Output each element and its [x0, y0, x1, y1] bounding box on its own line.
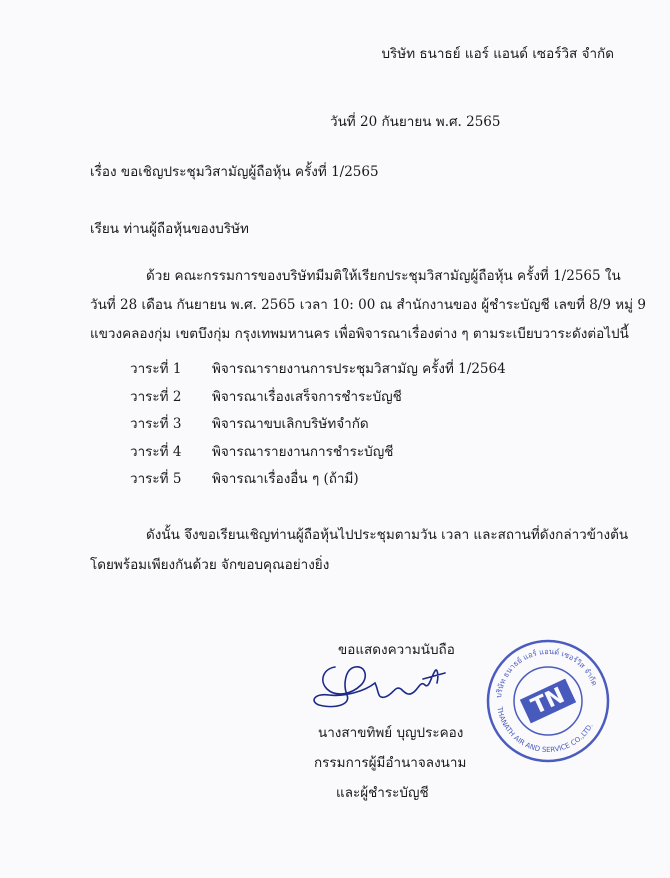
letter-subject: เรื่อง ขอเชิญประชุมวิสามัญผู้ถือหุ้น ครั้งที่ 1/2565 [90, 164, 379, 180]
signature-stroke [314, 667, 445, 707]
agenda-text: พิจารณาเรื่องเสร็จการชำระบัญชี [212, 388, 402, 405]
paragraph-1-line: ด้วย คณะกรรมการของบริษัทมีมติให้เรียกประชุมวิสามัญผู้ถือหุ้น ครั้งที่ 1/2565 ใน [146, 268, 621, 284]
agenda-text: พิจารณาขบเลิกบริษัทจำกัด [212, 416, 369, 432]
letter-date: วันที่ 20 กันยายน พ.ศ. 2565 [330, 114, 501, 130]
agenda-number: วาระที่ 2 [130, 388, 182, 405]
svg-text:THANATH AIR AND SERVICE CO.,LT: THANATH AIR AND SERVICE CO.,LTD. [495, 706, 595, 755]
closing-text: ขอแสดงความนับถือ [338, 642, 455, 658]
agenda-number: วาระที่ 4 [130, 443, 182, 460]
signer-name: นางสาขทิพย์ บุญประคอง [318, 725, 464, 741]
svg-text:TN: TN [527, 683, 569, 720]
signer-title: และผู้ชำระบัญชี [336, 785, 429, 801]
letter-salutation: เรียน ท่านผู้ถือหุ้นของบริษัท [90, 221, 249, 237]
agenda-number: วาระที่ 5 [130, 471, 182, 487]
paragraph-1-line: แขวงคลองกุ่ม เขตบึงกุ่ม กรุงเทพมหานคร เพื่อพิจารณาเรื่องต่าง ๆ ตามระเบียบวาระดังต่อไปนี้ [90, 326, 629, 342]
company-name: บริษัท ธนาธย์ แอร์ แอนด์ เซอร์วิส จำกัด [381, 46, 614, 62]
agenda-number: วาระที่ 1 [130, 361, 182, 377]
paragraph-1-line: วันที่ 28 เดือน กันยายน พ.ศ. 2565 เวลา 10: 00 ณ สำนักงานของ ผู้ชำระบัญชี เลขที่ 8/9 หมู่ 9 [90, 297, 646, 313]
signer-title: กรรมการผู้มีอำนาจลงนาม [314, 755, 467, 771]
body-paragraph-2 [90, 520, 629, 580]
paragraph-2-line: โดยพร้อมเพียงกันด้วย จักขอบคุณอย่างยิ่ง [90, 557, 330, 573]
handwritten-signature [305, 655, 465, 715]
agenda-number: วาระที่ 3 [130, 416, 182, 432]
agenda-text: พิจารณารายงานการชำระบัญชี [212, 443, 394, 460]
paragraph-2-line: ดังนั้น จึงขอเรียนเชิญท่านผู้ถือหุ้นไปประชุมตามวัน เวลา และสถานที่ดังกล่าวข้างต้น [146, 527, 629, 543]
svg-text:บริษัท ธนาธย์ แอร์ แอนด์ เซอร์: บริษัท ธนาธย์ แอร์ แอนด์ เซอร์วิส จำกัด [494, 646, 600, 699]
agenda-text: พิจารณาเรื่องอื่น ๆ (ถ้ามี) [212, 471, 359, 487]
company-seal-stamp [483, 636, 613, 766]
body-paragraph-1 [90, 262, 646, 349]
agenda-text: พิจารณารายงานการประชุมวิสามัญ ครั้งที่ 1/2564 [212, 361, 506, 377]
